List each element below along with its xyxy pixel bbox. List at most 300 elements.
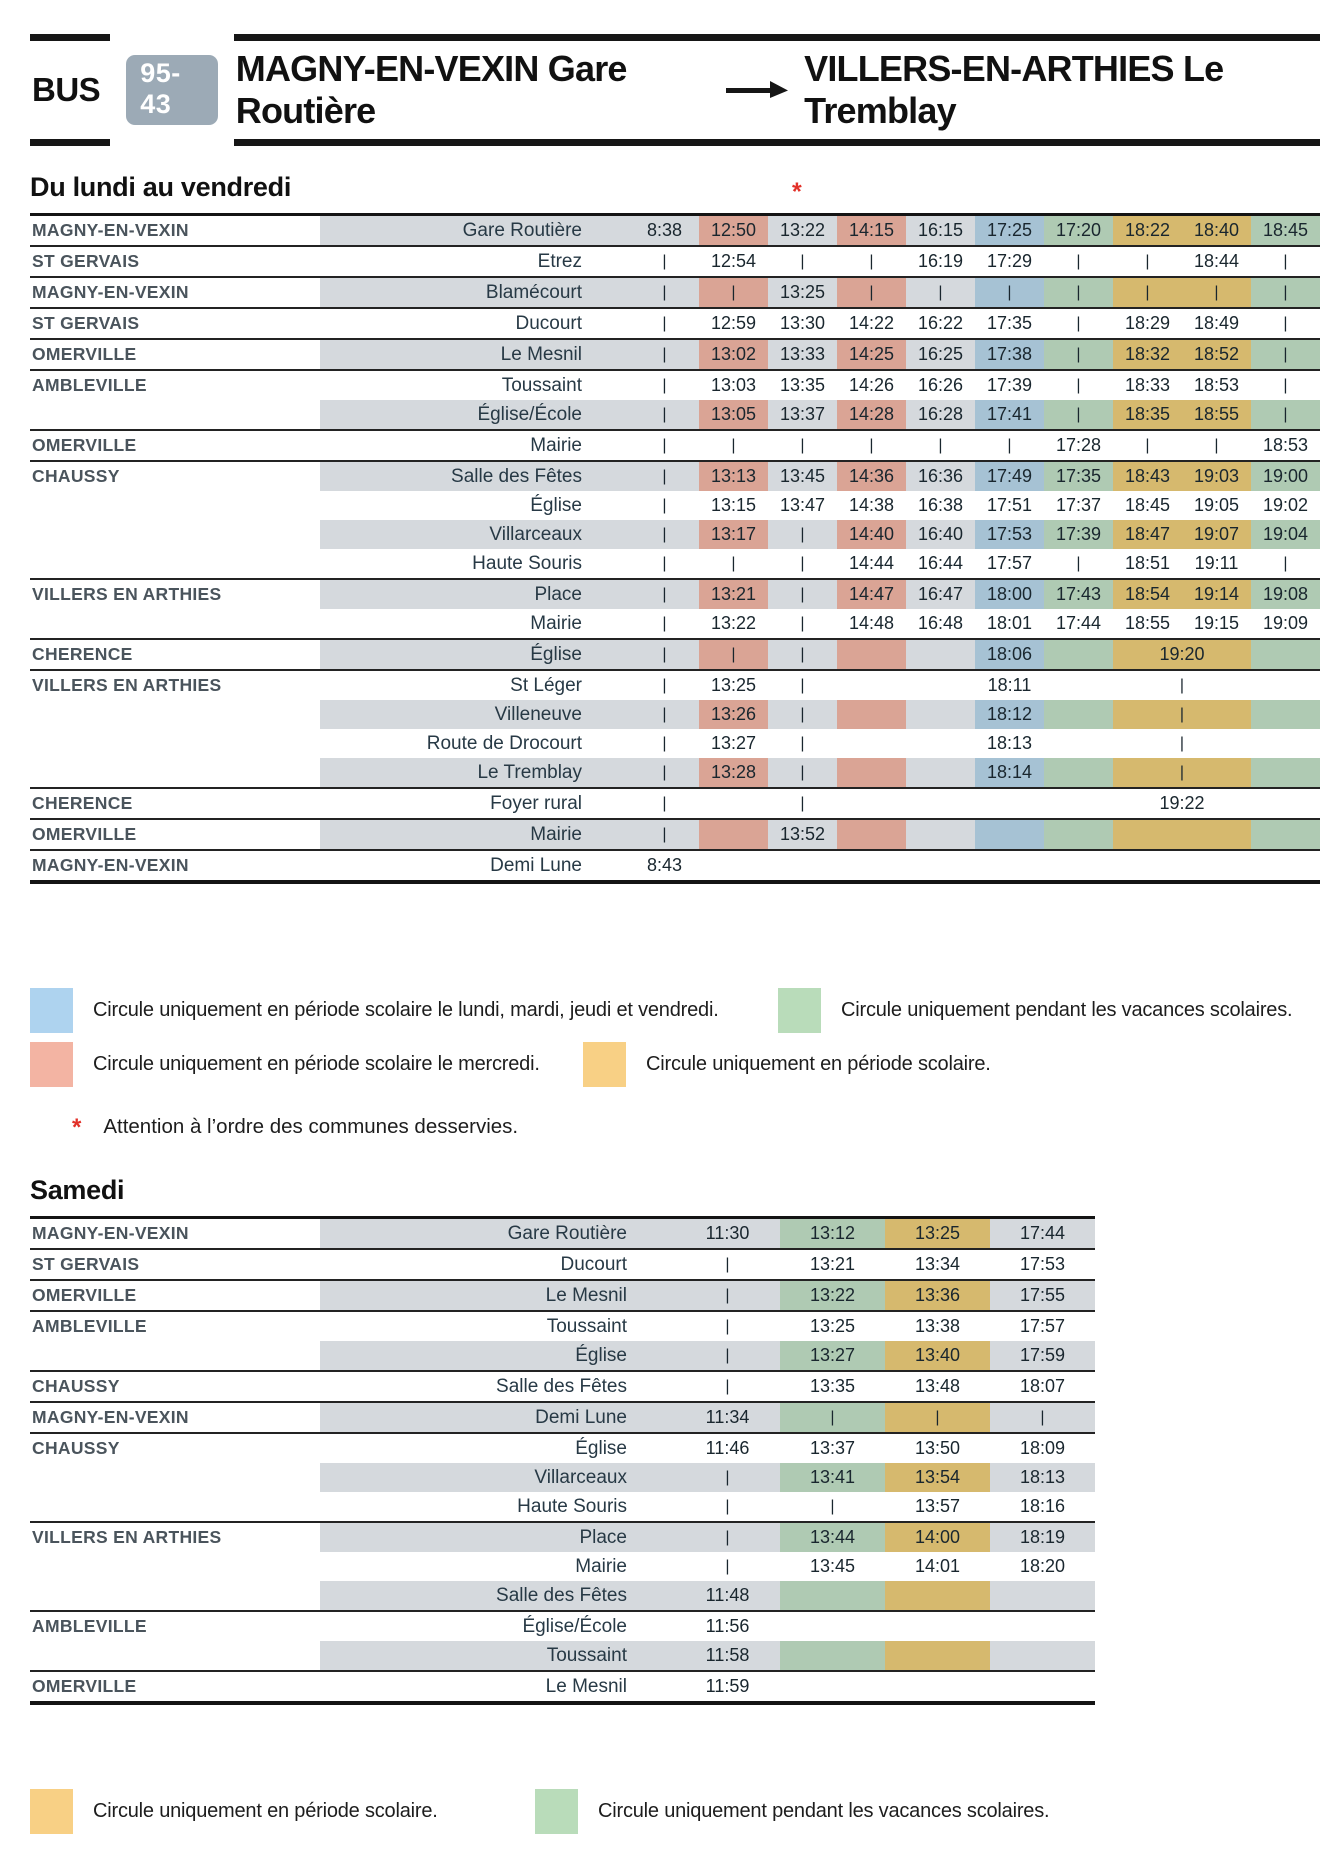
table-row [30,520,1320,549]
route-destination: VILLERS-EN-ARTHIES Le Tremblay [804,48,1224,131]
table-row [30,1249,1095,1280]
legend-item [778,988,1292,1033]
time-cell: | [1113,670,1251,700]
stop-cell: Église/École [320,400,630,430]
time-cell: | [768,549,837,579]
time-cell [906,819,975,850]
time-cell [837,788,906,819]
time-cell: 16:38 [906,491,975,520]
time-cell: 19:02 [1251,491,1320,520]
table-row [30,1492,1095,1522]
time-cell: 18:07 [990,1371,1095,1402]
table-row [30,819,1320,850]
stop-cell: Mairie [320,609,630,639]
time-cell: 11:56 [675,1611,780,1641]
time-cell: 17:43 [1044,579,1113,609]
time-cell: | [990,1402,1095,1433]
stop-cell: St Léger [320,670,630,700]
commune-cell: ST GERVAIS [30,308,320,339]
saturday-timetable [30,1216,1095,1705]
time-cell [837,758,906,788]
stop-cell: Haute Souris [320,549,630,579]
time-cell: | [768,700,837,729]
table-row [30,1280,1095,1311]
time-cell: | [1044,246,1113,277]
time-cell [1113,819,1251,850]
legend-text: Circule uniquement en période scolaire. [93,1800,438,1823]
commune-cell: AMBLEVILLE [30,1311,320,1341]
time-cell: 16:28 [906,400,975,430]
time-cell [837,639,906,670]
saturday-section [30,1175,1320,1834]
time-cell [990,1611,1095,1641]
time-cell: 16:25 [906,339,975,370]
stop-cell: Mairie [320,430,630,461]
commune-cell [30,1341,320,1371]
time-cell: 18:43 [1113,461,1182,491]
time-cell: 13:35 [780,1371,885,1402]
time-cell: | [699,430,768,461]
time-cell: 17:20 [1044,215,1113,247]
table-row [30,579,1320,609]
time-cell: | [630,758,699,788]
time-cell: 13:21 [780,1249,885,1280]
stop-cell: Place [320,1522,675,1552]
time-cell: 13:38 [885,1311,990,1341]
time-cell [837,670,906,700]
time-cell: 18:19 [990,1522,1095,1552]
time-cell: | [675,1522,780,1552]
time-cell: 13:22 [780,1280,885,1311]
route-arrow-icon [726,69,788,111]
time-cell [1044,670,1113,700]
time-cell: 18:14 [975,758,1044,788]
time-cell [1044,700,1113,729]
stop-cell: Salle des Fêtes [320,1581,675,1611]
time-cell: 14:40 [837,520,906,549]
yellow-legend-swatch [30,1789,73,1834]
table-row [30,1218,1095,1250]
time-cell: 14:00 [885,1522,990,1552]
legend-text: Circule uniquement pendant les vacances scolaires. [841,999,1293,1021]
commune-cell: VILLERS EN ARTHIES [30,579,320,609]
time-cell: | [768,246,837,277]
time-cell: | [1044,339,1113,370]
time-cell [906,758,975,788]
time-cell [1113,850,1251,882]
time-cell [1251,788,1320,819]
commune-cell [30,1641,320,1671]
green-legend-swatch [535,1789,578,1834]
commune-cell: ST GERVAIS [30,246,320,277]
time-cell: | [1113,758,1251,788]
stop-cell: Villarceaux [320,520,630,549]
time-cell: 18:44 [1182,246,1251,277]
time-cell: 17:59 [990,1341,1095,1371]
time-cell: 17:44 [1044,609,1113,639]
time-cell: 19:20 [1113,639,1251,670]
commune-cell: OMERVILLE [30,430,320,461]
time-cell: | [1113,430,1182,461]
time-cell [990,1671,1095,1703]
time-cell [1251,729,1320,758]
time-cell: 16:19 [906,246,975,277]
time-cell: | [630,491,699,520]
time-cell: | [837,246,906,277]
time-cell: 17:38 [975,339,1044,370]
time-cell: 19:04 [1251,520,1320,549]
commune-cell: CHAUSSY [30,1433,320,1463]
legend-item [30,1042,583,1087]
time-cell: | [675,1249,780,1280]
time-cell: 14:36 [837,461,906,491]
time-cell: | [630,430,699,461]
time-cell: | [1113,277,1182,308]
time-cell: 13:41 [780,1463,885,1492]
time-cell [699,850,768,882]
time-cell: | [768,430,837,461]
stop-cell: Gare Routière [320,1218,675,1250]
weekday-heading: Du lundi au vendredi [30,172,292,202]
time-cell: 11:34 [675,1402,780,1433]
time-cell: | [630,729,699,758]
commune-cell [30,1581,320,1611]
time-cell [1044,819,1113,850]
time-cell: | [630,549,699,579]
table-row [30,1463,1095,1492]
time-cell: | [885,1402,990,1433]
stop-cell: Mairie [320,819,630,850]
stop-cell: Gare Routière [320,215,630,247]
time-cell: 18:45 [1113,491,1182,520]
time-cell: 17:51 [975,491,1044,520]
time-cell: | [1113,729,1251,758]
time-cell [1044,850,1113,882]
time-cell: 17:53 [975,520,1044,549]
time-cell: 19:15 [1182,609,1251,639]
time-cell: 16:48 [906,609,975,639]
time-cell: 17:35 [975,308,1044,339]
time-cell: 17:57 [990,1311,1095,1341]
time-cell: | [1182,430,1251,461]
time-cell: | [1251,277,1320,308]
footnote [30,1115,1320,1141]
time-cell: 13:13 [699,461,768,491]
time-cell: 13:25 [885,1218,990,1250]
time-cell: 18:47 [1113,520,1182,549]
time-cell: 13:36 [885,1280,990,1311]
stop-cell: Demi Lune [320,1402,675,1433]
time-cell: 18:53 [1251,430,1320,461]
time-cell: 19:00 [1251,461,1320,491]
time-cell: 11:30 [675,1218,780,1250]
table-row [30,1371,1095,1402]
time-cell: 11:46 [675,1433,780,1463]
time-cell: | [768,579,837,609]
commune-cell [30,1492,320,1522]
time-cell: | [675,1552,780,1581]
time-cell: | [780,1492,885,1522]
time-cell: 18:40 [1182,215,1251,247]
table-row [30,729,1320,758]
time-cell: 13:45 [768,461,837,491]
time-cell: | [1113,700,1251,729]
salmon-legend-swatch [30,1042,73,1087]
time-cell: 12:50 [699,215,768,247]
table-row [30,1552,1095,1581]
time-cell [1044,639,1113,670]
time-cell [906,729,975,758]
time-cell: 18:06 [975,639,1044,670]
time-cell [975,819,1044,850]
time-cell [780,1641,885,1671]
stop-cell: Foyer rural [320,788,630,819]
time-cell: 14:28 [837,400,906,430]
time-cell: 13:28 [699,758,768,788]
time-cell: 18:52 [1182,339,1251,370]
time-cell: 8:43 [630,850,699,882]
time-cell: 13:45 [780,1552,885,1581]
time-cell: 13:21 [699,579,768,609]
time-cell: 16:36 [906,461,975,491]
weekday-legend [30,988,1320,1087]
footnote-text: Attention à l’ordre des communes desservies. [103,1115,519,1138]
time-cell: | [768,729,837,758]
time-cell: | [630,788,699,819]
time-cell: 18:45 [1251,215,1320,247]
time-cell: 14:48 [837,609,906,639]
commune-cell: AMBLEVILLE [30,370,320,400]
time-cell: 14:25 [837,339,906,370]
time-cell: 17:49 [975,461,1044,491]
time-cell: | [1251,549,1320,579]
time-cell: | [675,1280,780,1311]
time-cell [837,700,906,729]
table-row [30,370,1320,400]
time-cell: | [780,1402,885,1433]
time-cell: 17:28 [1044,430,1113,461]
blue-legend-swatch [30,988,73,1033]
commune-cell [30,729,320,758]
time-cell [975,788,1044,819]
commune-cell [30,520,320,549]
time-cell: 18:13 [975,729,1044,758]
table-row [30,639,1320,670]
time-cell: 13:26 [699,700,768,729]
legend-text: Circule uniquement en période scolaire. [646,1053,991,1075]
stop-cell: Blamécourt [320,277,630,308]
table-row [30,1522,1095,1552]
time-cell: 14:26 [837,370,906,400]
time-cell: | [837,430,906,461]
time-cell [1251,850,1320,882]
commune-cell: OMERVILLE [30,1671,320,1703]
time-cell: | [630,277,699,308]
time-cell: | [699,277,768,308]
table-row [30,1433,1095,1463]
legend-item [30,1789,535,1834]
stop-cell: Villarceaux [320,1463,675,1492]
time-cell: 16:26 [906,370,975,400]
weekday-section-head [30,172,1320,206]
time-cell: 14:44 [837,549,906,579]
time-cell [768,850,837,882]
time-cell: 16:22 [906,308,975,339]
time-cell: | [630,579,699,609]
table-row [30,609,1320,639]
stop-cell: Demi Lune [320,850,630,882]
time-cell [1251,670,1320,700]
time-cell: 13:02 [699,339,768,370]
time-cell: | [699,639,768,670]
time-cell: 18:54 [1113,579,1182,609]
commune-cell: OMERVILLE [30,339,320,370]
time-cell [885,1611,990,1641]
legend-item [535,1789,1049,1834]
time-cell: | [630,520,699,549]
time-cell: 12:59 [699,308,768,339]
time-cell: 19:09 [1251,609,1320,639]
time-cell [780,1671,885,1703]
time-cell: 13:37 [780,1433,885,1463]
time-cell: | [1044,400,1113,430]
time-cell: 17:37 [1044,491,1113,520]
time-cell: | [1044,370,1113,400]
commune-cell: OMERVILLE [30,1280,320,1311]
time-cell: 11:58 [675,1641,780,1671]
table-row [30,400,1320,430]
time-cell: 13:15 [699,491,768,520]
table-row [30,339,1320,370]
commune-cell [30,758,320,788]
commune-cell: MAGNY-EN-VEXIN [30,215,320,247]
time-cell: 18:16 [990,1492,1095,1522]
time-cell: 13:40 [885,1341,990,1371]
time-cell: 13:22 [768,215,837,247]
stop-cell: Mairie [320,1552,675,1581]
time-cell: 18:55 [1113,609,1182,639]
stop-cell: Villeneuve [320,700,630,729]
time-cell: 18:01 [975,609,1044,639]
commune-cell: VILLERS EN ARTHIES [30,1522,320,1552]
commune-cell [30,1463,320,1492]
time-cell: 18:20 [990,1552,1095,1581]
time-cell: 17:44 [990,1218,1095,1250]
table-row [30,491,1320,520]
route-title [234,34,1320,146]
time-cell: 13:27 [699,729,768,758]
time-cell: 14:15 [837,215,906,247]
time-cell: | [1251,400,1320,430]
time-cell: | [1182,277,1251,308]
time-cell [837,819,906,850]
time-cell [699,819,768,850]
commune-cell: CHERENCE [30,639,320,670]
table-row [30,850,1320,882]
commune-cell: MAGNY-EN-VEXIN [30,277,320,308]
time-cell: 13:27 [780,1341,885,1371]
bus-label: BUS [30,34,110,146]
time-cell: | [975,430,1044,461]
time-cell: | [768,609,837,639]
stop-cell: Église [320,1433,675,1463]
time-cell: | [630,700,699,729]
table-row [30,1402,1095,1433]
time-cell: 18:32 [1113,339,1182,370]
commune-cell [30,700,320,729]
time-cell: | [1044,277,1113,308]
time-cell: 18:09 [990,1433,1095,1463]
time-cell [699,788,768,819]
time-cell: 19:22 [1113,788,1251,819]
stop-cell: Haute Souris [320,1492,675,1522]
commune-cell: MAGNY-EN-VEXIN [30,1402,320,1433]
time-cell: 13:35 [768,370,837,400]
time-cell: 17:55 [990,1280,1095,1311]
time-cell: 18:13 [990,1463,1095,1492]
time-cell: | [768,758,837,788]
time-cell: 12:54 [699,246,768,277]
time-cell: | [768,520,837,549]
stop-cell: Toussaint [320,370,630,400]
time-cell: | [630,308,699,339]
time-cell: 19:05 [1182,491,1251,520]
time-cell: 17:39 [975,370,1044,400]
commune-cell [30,549,320,579]
time-cell: | [1251,246,1320,277]
time-cell [837,850,906,882]
commune-cell: CHERENCE [30,788,320,819]
stop-cell: Route de Drocourt [320,729,630,758]
time-cell: | [906,430,975,461]
time-cell: 13:25 [699,670,768,700]
time-cell: | [906,277,975,308]
weekday-timetable [30,213,1320,884]
stop-cell: Salle des Fêtes [320,461,630,491]
saturday-heading: Samedi [30,1175,125,1206]
time-cell: 18:35 [1113,400,1182,430]
stop-cell: Salle des Fêtes [320,1371,675,1402]
time-cell: 13:25 [768,277,837,308]
table-row [30,1581,1095,1611]
time-cell: 18:29 [1113,308,1182,339]
star-marker: * [792,178,802,206]
time-cell: | [675,1492,780,1522]
commune-cell: VILLERS EN ARTHIES [30,670,320,700]
stop-cell: Etrez [320,246,630,277]
time-cell: | [837,277,906,308]
legend-text: Circule uniquement en période scolaire le mercredi. [93,1053,540,1075]
legend-text: Circule uniquement pendant les vacances scolaires. [598,1800,1050,1823]
time-cell: | [1251,339,1320,370]
time-cell: 13:03 [699,370,768,400]
time-cell: 18:11 [975,670,1044,700]
time-cell: | [768,788,837,819]
time-cell: 18:12 [975,700,1044,729]
commune-cell: MAGNY-EN-VEXIN [30,850,320,882]
time-cell: | [630,670,699,700]
commune-cell: MAGNY-EN-VEXIN [30,1218,320,1250]
table-row [30,461,1320,491]
stop-cell: Toussaint [320,1641,675,1671]
yellow-legend-swatch [583,1042,626,1087]
time-cell: 17:57 [975,549,1044,579]
time-cell [990,1641,1095,1671]
time-cell [906,850,975,882]
time-cell: | [975,277,1044,308]
time-cell: 13:33 [768,339,837,370]
time-cell: | [675,1463,780,1492]
